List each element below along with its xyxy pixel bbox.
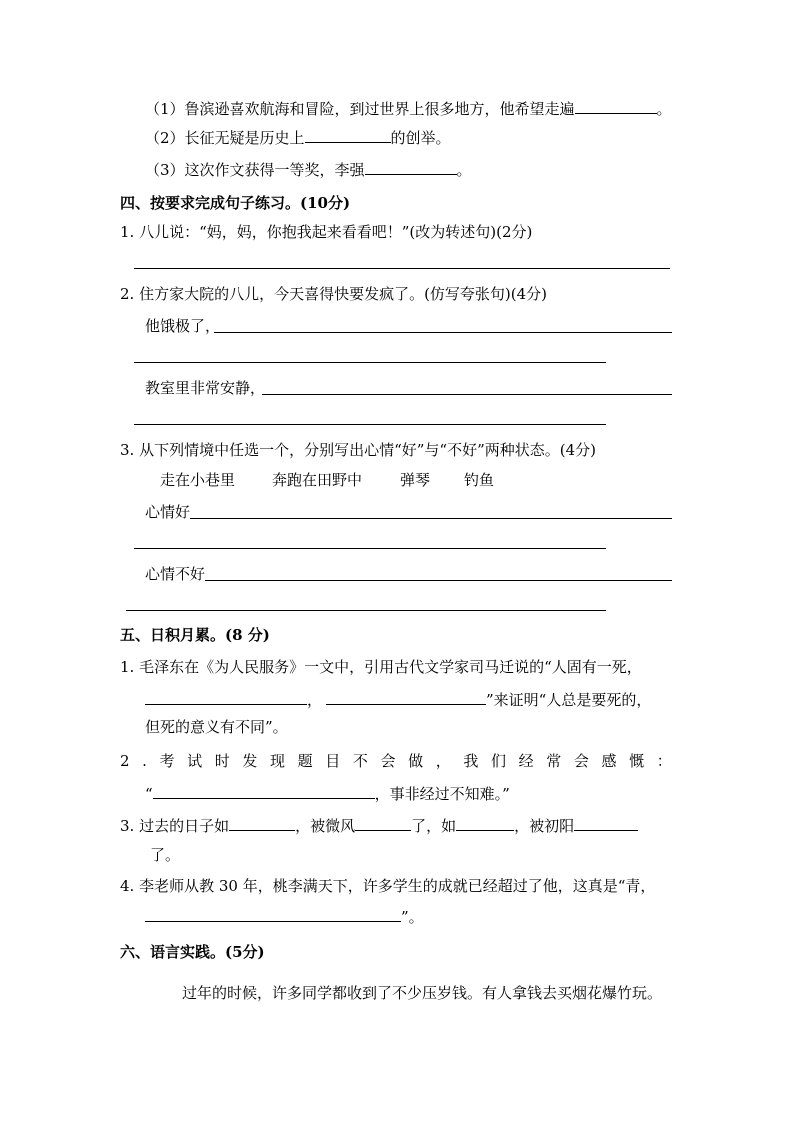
question-text: ”。 xyxy=(401,908,424,926)
answer-line[interactable] xyxy=(134,548,606,549)
fill-item-2 xyxy=(145,127,451,148)
question-text: 了，如 xyxy=(411,817,457,835)
question-5-1: 1. 毛泽东在《为人民服务》一文中，引用古代文学家司马迁说的“人固有一死， xyxy=(120,658,642,676)
prompt-text: 心情不好 xyxy=(145,565,206,583)
fill-item-text: （2）长征无疑是历史上 xyxy=(145,129,305,147)
question-text: ，事非经过不知难。” xyxy=(374,785,510,803)
question-text: ，被微风 xyxy=(295,817,356,835)
question-char: 目 xyxy=(325,752,341,770)
option-item: 钓鱼 xyxy=(464,471,495,489)
answer-blank[interactable] xyxy=(305,127,391,143)
question-text: 3. 过去的日子如 xyxy=(120,817,230,835)
question-char: 慨 xyxy=(629,752,645,770)
fill-item-suffix: 。 xyxy=(656,100,672,118)
question-char: 做 xyxy=(408,752,424,770)
section-5-heading: 五、日积月累。(8 分) xyxy=(120,626,270,644)
option-item: 奔跑在田野中 xyxy=(272,471,363,489)
paragraph-text: 过年的时候，许多同学都收到了不少压岁钱。有人拿钱去买烟花爆竹玩。 xyxy=(182,984,663,1002)
question-char: 常 xyxy=(546,752,562,770)
answer-blank[interactable] xyxy=(355,815,411,831)
question-char: ， xyxy=(435,752,451,770)
answer-line[interactable] xyxy=(214,332,672,333)
prompt-text: 他饿极了， xyxy=(145,317,221,335)
section-6-heading: 六、语言实践。(5分) xyxy=(120,943,265,961)
question-char: 感 xyxy=(601,752,617,770)
question-char: 2 xyxy=(120,752,130,770)
question-5-1-line2 xyxy=(145,689,651,710)
answer-blank[interactable] xyxy=(153,783,375,799)
answer-blank[interactable] xyxy=(326,689,486,705)
question-char: 题 xyxy=(297,752,313,770)
answer-blank[interactable] xyxy=(145,906,401,922)
answer-blank[interactable] xyxy=(574,815,638,831)
question-char: 现 xyxy=(270,752,286,770)
answer-line[interactable] xyxy=(134,362,606,363)
answer-line[interactable] xyxy=(134,424,606,425)
question-text: ，被初阳 xyxy=(514,817,575,835)
answer-blank[interactable] xyxy=(365,159,457,175)
question-char: 经 xyxy=(518,752,534,770)
answer-line[interactable] xyxy=(262,394,672,395)
answer-line[interactable] xyxy=(205,580,672,581)
punctuation: ， xyxy=(307,691,323,709)
prompt-text: 教室里非常安静， xyxy=(145,379,266,397)
question-char: 我 xyxy=(463,752,479,770)
fill-item-1 xyxy=(145,98,672,119)
question-char: . xyxy=(142,752,147,770)
question-5-2-line2 xyxy=(145,783,510,804)
fill-item-text: （3）这次作文获得一等奖，李强 xyxy=(145,161,365,179)
question-char: ： xyxy=(656,752,672,770)
question-5-3-line2: 了。 xyxy=(150,846,181,864)
answer-blank[interactable] xyxy=(229,815,295,831)
section-4-heading: 四、按要求完成句子练习。(10分) xyxy=(120,194,351,212)
question-4-3: 3. 从下列情境中任选一个，分别写出心情“好”与“不好”两种状态。(4分) xyxy=(120,441,597,459)
question-5-2 xyxy=(120,751,672,771)
question-char: 发 xyxy=(242,752,258,770)
answer-blank[interactable] xyxy=(145,689,307,705)
question-char: 试 xyxy=(187,752,203,770)
fill-item-3 xyxy=(145,159,472,180)
answer-blank[interactable] xyxy=(575,98,657,114)
answer-line[interactable] xyxy=(190,518,672,519)
answer-blank[interactable] xyxy=(456,815,514,831)
answer-line[interactable] xyxy=(126,610,606,611)
answer-line[interactable] xyxy=(134,268,670,269)
punctuation: “ xyxy=(145,785,153,803)
question-5-3 xyxy=(120,815,638,836)
question-char: 考 xyxy=(159,752,175,770)
option-item: 弹琴 xyxy=(400,471,431,489)
prompt-text: 心情好 xyxy=(145,503,191,521)
question-5-4: 4. 李老师从教 30 年，桃李满天下，许多学生的成就已经超过了他，这真是“青， xyxy=(120,877,656,895)
question-5-4-line2 xyxy=(145,906,424,927)
fill-item-suffix: 的创举。 xyxy=(390,129,451,147)
question-text: ”来证明“人总是要死的， xyxy=(486,691,652,709)
question-char: 们 xyxy=(491,752,507,770)
fill-item-text: （1）鲁滨逊喜欢航海和冒险，到过世界上很多地方，他希望走遍 xyxy=(145,100,575,118)
question-5-1-line3: 但死的意义有不同”。 xyxy=(145,718,288,736)
question-char: 会 xyxy=(573,752,589,770)
question-char: 时 xyxy=(214,752,230,770)
fill-item-suffix: 。 xyxy=(456,161,472,179)
question-4-1: 1. 八儿说：“妈，妈，你抱我起来看看吧！”(改为转述句)(2分) xyxy=(120,223,533,241)
question-4-2: 2. 住方家大院的八儿，今天喜得快要发疯了。(仿写夸张句)(4分) xyxy=(120,285,548,303)
question-char: 不 xyxy=(352,752,368,770)
option-item: 走在小巷里 xyxy=(160,471,236,489)
question-char: 会 xyxy=(380,752,396,770)
